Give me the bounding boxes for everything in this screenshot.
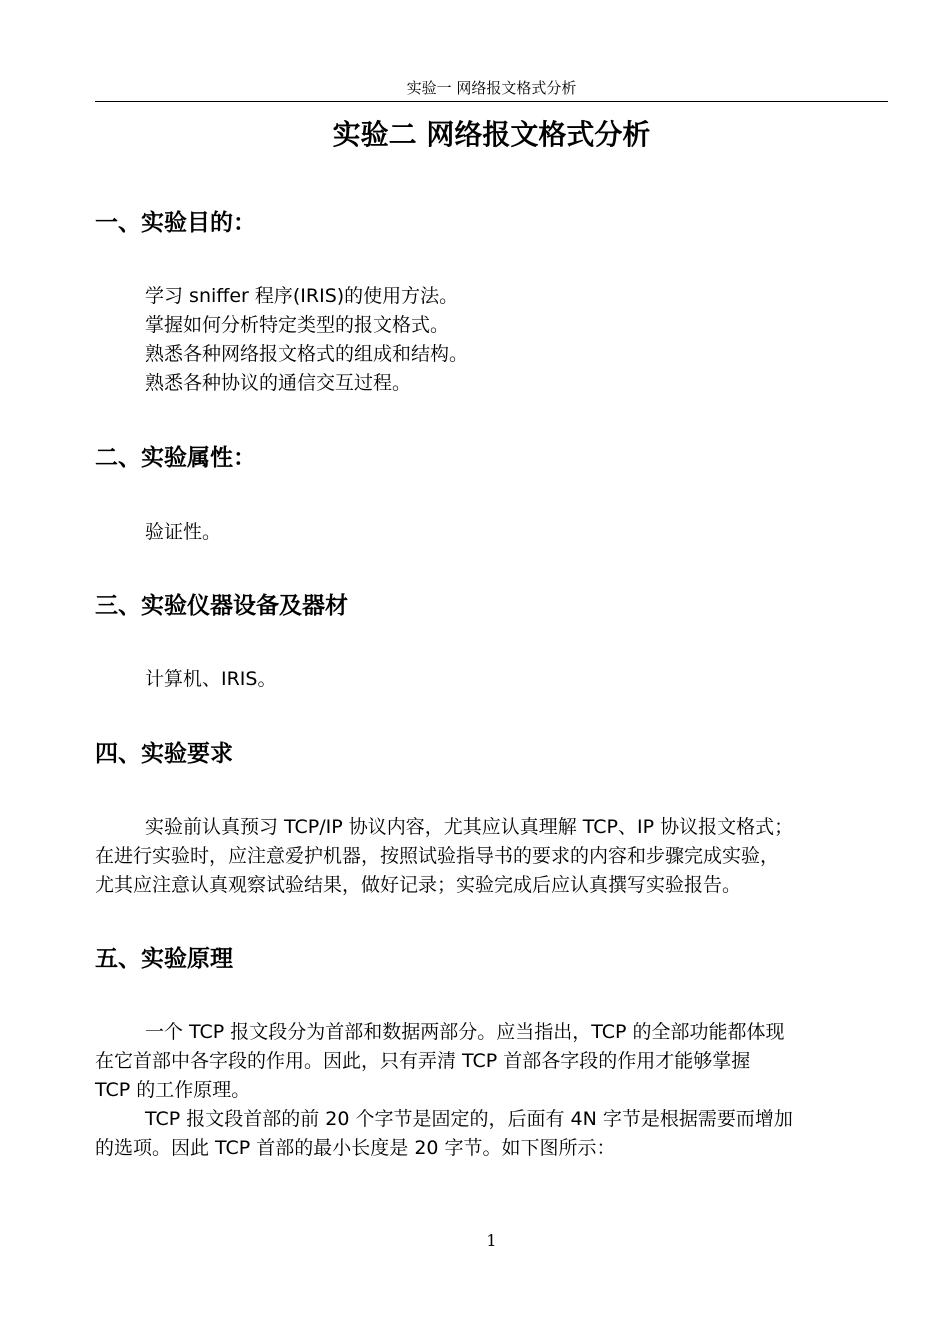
page-number: 1 [486, 1231, 497, 1250]
objective-line: 熟悉各种网络报文格式的组成和结构。 [145, 343, 469, 365]
requirements-line: 在进行实验时，应注意爱护机器，按照试验指导书的要求的内容和步骤完成实验， [95, 845, 780, 867]
equipment-line: 计算机、IRIS。 [145, 668, 277, 690]
section-heading-requirements: 四、实验要求 [95, 741, 233, 767]
attribute-line: 验证性。 [145, 521, 222, 543]
objective-line: 熟悉各种协议的通信交互过程。 [145, 372, 412, 394]
requirements-line: 尤其应注意认真观察试验结果，做好记录；实验完成后应认真撰写实验报告。 [95, 874, 742, 896]
principle-line: 一个 TCP 报文段分为首部和数据两部分。应当指出，TCP 的全部功能都体现 [145, 1021, 785, 1043]
document-title: 实验二 网络报文格式分析 [332, 118, 651, 151]
section-heading-objectives: 一、实验目的： [95, 210, 256, 236]
objective-line: 掌握如何分析特定类型的报文格式。 [145, 314, 450, 336]
principle-line: 的选项。因此 TCP 首部的最小长度是 20 字节。如下图所示： [95, 1137, 616, 1159]
principle-line: 在它首部中各字段的作用。因此，只有弄清 TCP 首部各字段的作用才能够掌握 [95, 1050, 751, 1072]
objective-line: 学习 sniffer 程序(IRIS)的使用方法。 [145, 285, 459, 307]
principle-line: TCP 的工作原理。 [95, 1079, 251, 1101]
principle-line: TCP 报文段首部的前 20 个字节是固定的，后面有 4N 字节是根据需要而增加 [145, 1108, 793, 1130]
requirements-line: 实验前认真预习 TCP/IP 协议内容，尤其应认真理解 TCP、IP 协议报文格式； [145, 816, 794, 838]
section-heading-principle: 五、实验原理 [95, 946, 233, 972]
section-heading-attributes: 二、实验属性： [95, 445, 256, 471]
running-header: 实验一 网络报文格式分析 [95, 78, 888, 102]
section-heading-equipment: 三、实验仪器设备及器材 [95, 593, 348, 619]
